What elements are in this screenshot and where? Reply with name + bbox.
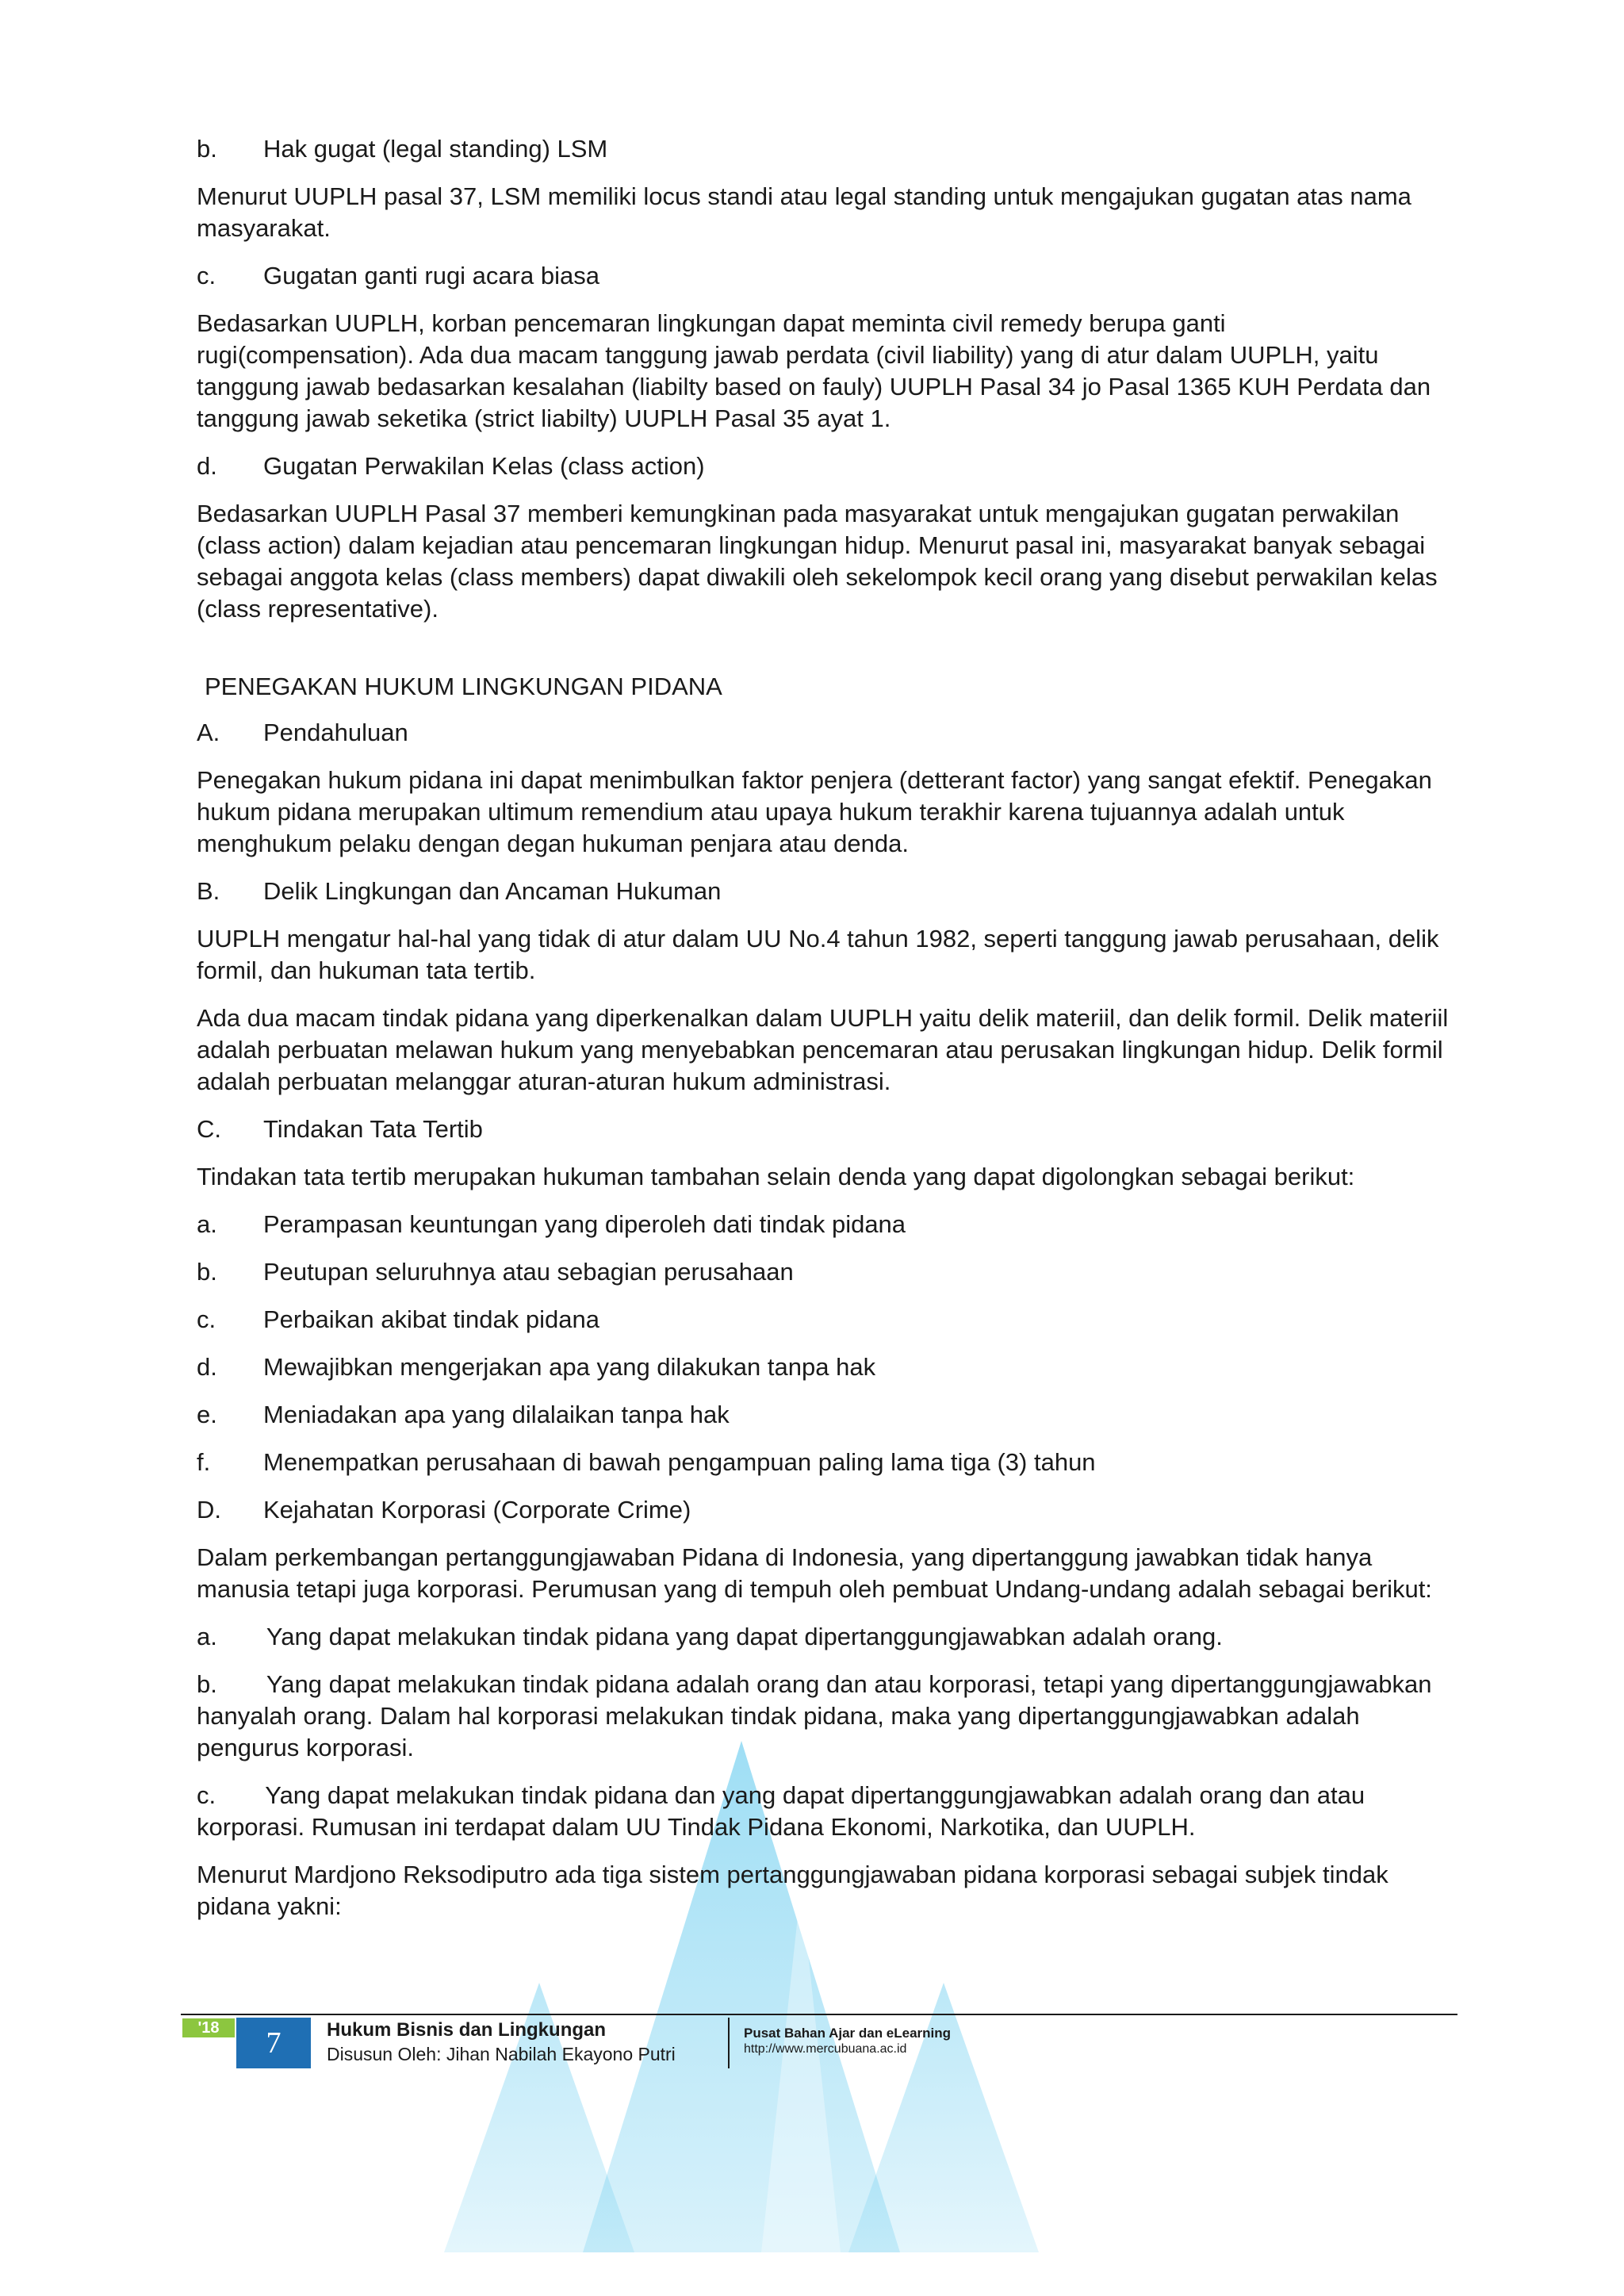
list-marker: b. [197,1670,217,1698]
list-item-text: Perampasan keuntungan yang diperoleh dati tindak pidana [263,1210,906,1238]
footer-divider [181,2014,1457,2015]
list-marker: c. [197,1305,216,1333]
paragraph: Tindakan tata tertib merupakan hukuman tambahan selain denda yang dapat digolongkan sebagai berikut: [197,1163,1355,1190]
paragraph: Ada dua macam tindak pidana yang diperkenalkan dalam UUPLH yaitu delik materiil, dan delik formil. Delik materiil adalah perbuatan melawan hukum yang menyebabkan pencemaran atau perusakan lingkungan hidup. Delik formil adalah perbuatan melanggar aturan-aturan hukum administrasi. [197,1004,1449,1095]
list-item [197,1399,1450,1431]
list-marker: b. [197,1258,217,1286]
list-item-text: Yang dapat melakukan tindak pidana dan yang dapat dipertanggungjawabkan adalah orang dan atau korporasi. Rumusan ini terdapat dalam UU Tindak Pidana Ekonomi, Narkotika, dan UUPLH. [197,1781,1365,1841]
list-item [197,1209,1450,1240]
list-marker: c. [197,1781,216,1809]
list-marker: D. [197,1496,221,1524]
list-item-text: Perbaikan akibat tindak pidana [263,1305,599,1333]
paragraph: Bedasarkan UUPLH, korban pencemaran lingkungan dapat meminta civil remedy berupa ganti rugi(compensation). Ada dua macam tanggung jawab perdata (civil liability) yang di atur dalam UUPLH, yaitu tanggung jawab bedasarkan kesalahan (liabilty based on fauly) UUPLH Pasal 34 jo Pasal 1365 KUH Perdata dan tanggung jawab seketika (strict liabilty) UUPLH Pasal 35 ayat 1. [197,309,1431,432]
subsection-c-ganti-rugi [197,260,1450,292]
subsection-title: Tindakan Tata Tertib [263,1115,483,1143]
footer-url: http://www.mercubuana.ac.id [744,2042,907,2056]
year-badge: '18 [182,2018,235,2037]
list-item [197,1256,1450,1288]
subsection-title: Kejahatan Korporasi (Corporate Crime) [263,1496,691,1524]
list-item [197,1447,1450,1478]
list-item-text: Yang dapat melakukan tindak pidana yang dapat dipertanggungjawabkan adalah orang. [266,1623,1223,1650]
list-item [197,1669,1450,1764]
subsection-b-legal-standing [197,133,1450,165]
list-item-text: Meniadakan apa yang dilalaikan tanpa hak [263,1401,730,1428]
footer-organization: Pusat Bahan Ajar dan eLearning [744,2026,952,2041]
list-marker: e. [197,1401,217,1428]
list-marker: a. [197,1623,217,1650]
paragraph: Penegakan hukum pidana ini dapat menimbulkan faktor penjera (detterant factor) yang sangat efektif. Penegakan hukum pidana merupakan ultimum remendium atau upaya hukum terakhir karena tujuannya adalah untuk menghukum pelaku dengan degan hukuman penjara atau denda. [197,766,1432,857]
paragraph: Bedasarkan UUPLH Pasal 37 memberi kemungkinan pada masyarakat untuk mengajukan gugatan perwakilan (class action) dalam kejadian atau pencemaran lingkungan hidup. Menurut pasal ini, masyarakat banyak sebagai sebagai anggota kelas (class members) dapat diwakili oleh sekelompok kecil orang yang disebut perwakilan kelas (class representative). [197,500,1438,623]
subsection-A-pendahuluan [197,717,1450,749]
list-item-text: Menempatkan perusahaan di bawah pengampuan paling lama tiga (3) tahun [263,1448,1096,1476]
subsection-d-class-action [197,450,1450,482]
subsection-title: Gugatan Perwakilan Kelas (class action) [263,452,705,480]
list-marker: f. [197,1448,211,1476]
subsection-D-korporasi [197,1494,1450,1526]
list-item [197,1351,1450,1383]
footer-author: Disusun Oleh: Jihan Nabilah Ekayono Putri [327,2044,676,2064]
list-item-text: Peutupan seluruhnya atau sebagian perusahaan [263,1258,794,1286]
section-heading: PENEGAKAN HUKUM LINGKUNGAN PIDANA [205,673,722,700]
paragraph: Menurut Mardjono Reksodiputro ada tiga sistem pertanggungjawaban pidana korporasi sebagai subjek tindak pidana yakni: [197,1861,1388,1920]
list-item-text: Mewajibkan mengerjakan apa yang dilakukan tanpa hak [263,1353,876,1381]
paragraph: UUPLH mengatur hal-hal yang tidak di atur dalam UU No.4 tahun 1982, seperti tanggung jawab perusahaan, delik formil, dan hukuman tata tertib. [197,925,1439,984]
paragraph: Dalam perkembangan pertanggungjawaban Pidana di Indonesia, yang dipertanggung jawabkan tidak hanya manusia tetapi juga korporasi. Perumusan yang di tempuh oleh pembuat Undang-undang adalah sebagai berikut: [197,1543,1432,1603]
subsection-C-tata-tertib [197,1114,1450,1145]
list-item-text: Yang dapat melakukan tindak pidana adalah orang dan atau korporasi, tetapi yang dipertanggungjawabkan hanyalah orang. Dalam hal korporasi melakukan tindak pidana, maka yang dipertanggungjawabkan adalah pengurus korporasi. [197,1670,1432,1761]
footer-separator [728,2018,730,2068]
list-marker: B. [197,877,220,905]
subsection-title: Hak gugat (legal standing) LSM [263,135,608,163]
list-marker: d. [197,1353,217,1381]
subsection-title: Gugatan ganti rugi acara biasa [263,262,599,289]
subsection-title: Delik Lingkungan dan Ancaman Hukuman [263,877,722,905]
paragraph: Menurut UUPLH pasal 37, LSM memiliki locus standi atau legal standing untuk mengajukan gugatan atas nama masyarakat. [197,182,1411,242]
document-body [197,133,1450,1938]
page-footer [0,2013,1624,2108]
list-marker: a. [197,1210,217,1238]
list-marker: C. [197,1115,221,1143]
footer-course-title: Hukum Bisnis dan Lingkungan [327,2019,607,2041]
list-item [197,1780,1450,1843]
subsection-B-delik [197,876,1450,907]
page-number: 7 [236,2018,311,2068]
list-marker: b. [197,135,217,163]
list-item [197,1621,1450,1653]
list-marker: d. [197,452,217,480]
list-marker: c. [197,262,216,289]
list-item [197,1304,1450,1336]
subsection-title: Pendahuluan [263,719,408,746]
list-marker: A. [197,719,220,746]
